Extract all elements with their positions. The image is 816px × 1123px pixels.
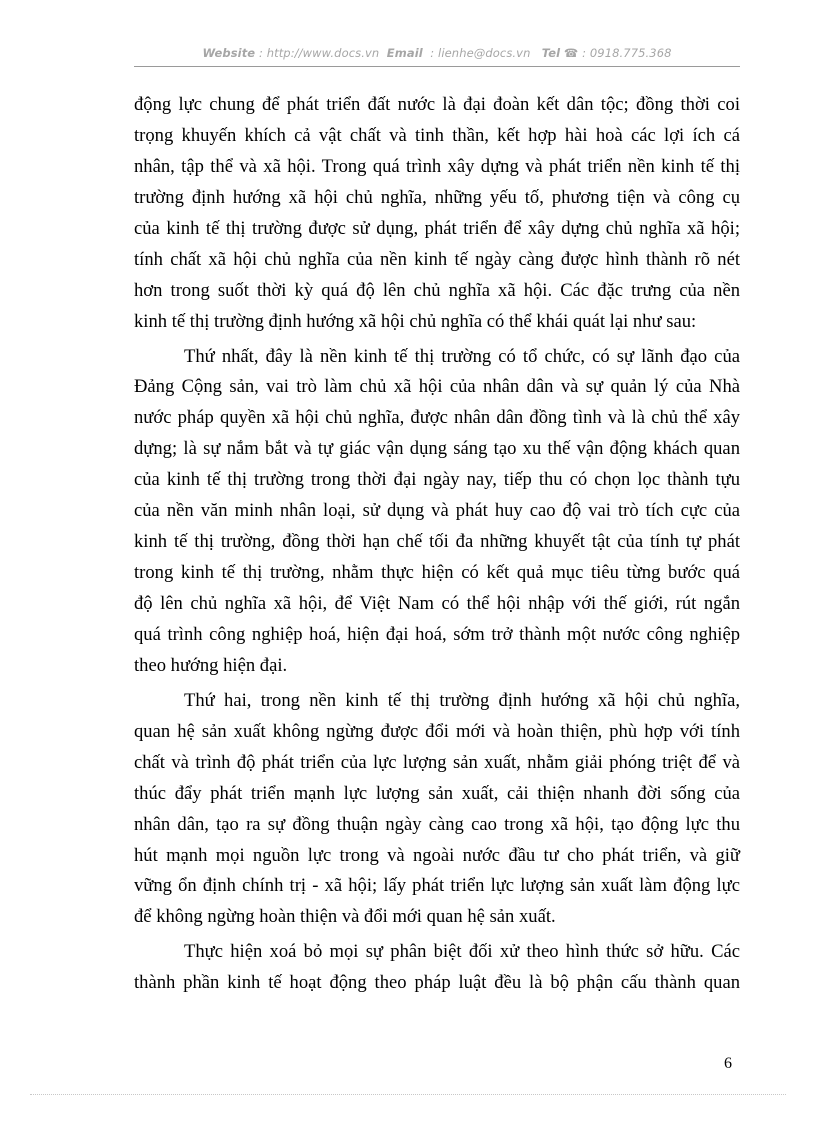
text-line: trọng khuyến khích cả vật chất và tinh thần, kết hợp hài hoà các lợi ích cá [134,124,740,146]
tel-label: Tel [541,46,561,60]
tel-separator: : [578,46,590,60]
website-url[interactable]: http://www.docs.vn [266,46,380,60]
text-line: nhân, tập thể và xã hội. Trong quá trình xây dựng và phát triển nền kinh tế thị [134,155,740,177]
header-divider [134,66,740,67]
email-label: Email [386,46,423,60]
text-line: kinh tế thị trường định hướng xã hội chủ nghĩa có thể khái quát lại như sau: [134,310,697,332]
text-line: dựng; là sự nắm bắt và tự giác vận dụng sáng tạo xu thế vận động khách quan [134,438,740,460]
website-separator: : [255,46,267,60]
paragraph [134,342,740,682]
text-line: Thứ hai, trong nền kinh tế thị trường định hướng xã hội chủ nghĩa, [184,689,740,711]
text-line: kinh tế thị trường, đồng thời hạn chế tối đa những khuyết tật của tính tự phát [134,531,740,553]
email-address[interactable]: lienhe@docs.vn [438,46,531,60]
text-line: tính chất xã hội chủ nghĩa của nền kinh tế ngày càng được hình thành rõ nét [134,248,740,270]
text-line: chất và trình độ phát triển của lực lượng sản xuất, nhằm giải phóng triệt để và [134,751,740,773]
text-line: quá trình công nghiệp hoá, hiện đại hoá, sớm trở thành một nước công nghiệp [134,623,740,645]
page-number: 6 [724,1055,732,1072]
email-separator: : [426,46,439,60]
phone-icon: ☎ [563,46,579,60]
text-line: nhân dân, tạo ra sự đồng thuận ngày càng cao trong xã hội, tạo động lực thu [134,813,740,835]
text-line: theo hướng hiện đại. [134,654,288,676]
paragraph [134,90,740,338]
text-line: vững ổn định chính trị - xã hội; lấy phát triển lực lượng sản xuất làm động lực [134,875,740,897]
text-line: của kinh tế thị trường được sử dụng, phát triển để xây dựng chủ nghĩa xã hội; [134,217,740,239]
text-line: của kinh tế thị trường trong thời đại ngày nay, tiếp thu có chọn lọc thành tựu [134,469,740,491]
text-line: trường định hướng xã hội chủ nghĩa, những yếu tố, phương tiện và công cụ [134,186,740,208]
text-line: hút mạnh mọi nguồn lực trong và ngoài nước đầu tư cho phát triển, và giữ [134,844,740,866]
text-line: Thứ nhất, đây là nền kinh tế thị trường có tổ chức, có sự lãnh đạo của [184,345,740,367]
text-line: động lực chung để phát triển đất nước là đại đoàn kết dân tộc; đồng thời coi [134,94,740,115]
text-line: Đảng Cộng sản, vai trò làm chủ xã hội của nhân dân và sự quản lý của Nhà [134,376,740,398]
paragraph [134,937,740,999]
footer-divider [30,1094,786,1095]
text-line: thúc đẩy phát triển mạnh lực lượng sản xuất, cải thiện nhanh đời sống của [134,782,740,804]
text-line: Thực hiện xoá bỏ mọi sự phân biệt đối xử theo hình thức sở hữu. Các [184,941,740,963]
text-line: độ lên chủ nghĩa xã hội, để Việt Nam có thể hội nhập với thế giới, rút ngắn [134,593,740,614]
website-label: Website [202,46,256,60]
paragraph [134,686,740,934]
text-line: quan hệ sản xuất không ngừng được đổi mới và hoàn thiện, phù hợp với tính [134,720,740,742]
text-line: nước pháp quyền xã hội chủ nghĩa, được nhân dân đồng tình và là chủ thể xây [134,407,740,429]
document-body [134,90,740,999]
text-line: hơn trong suốt thời kỳ quá độ lên chủ nghĩa xã hội. Các đặc trưng của nền [134,279,740,301]
text-line: để không ngừng hoàn thiện và đổi mới quan hệ sản xuất. [134,906,556,928]
page-header [134,46,740,60]
tel-number: 0918.775.368 [589,46,672,60]
text-line: trong kinh tế thị trường, nhằm thực hiện có kết quả mục tiêu từng bước quá [134,562,740,584]
text-line: thành phần kinh tế hoạt động theo pháp luật đều là bộ phận cấu thành quan [134,972,740,994]
text-line: của nền văn minh nhân loại, sử dụng và phát huy cao độ vai trò tích cực của [134,500,740,522]
